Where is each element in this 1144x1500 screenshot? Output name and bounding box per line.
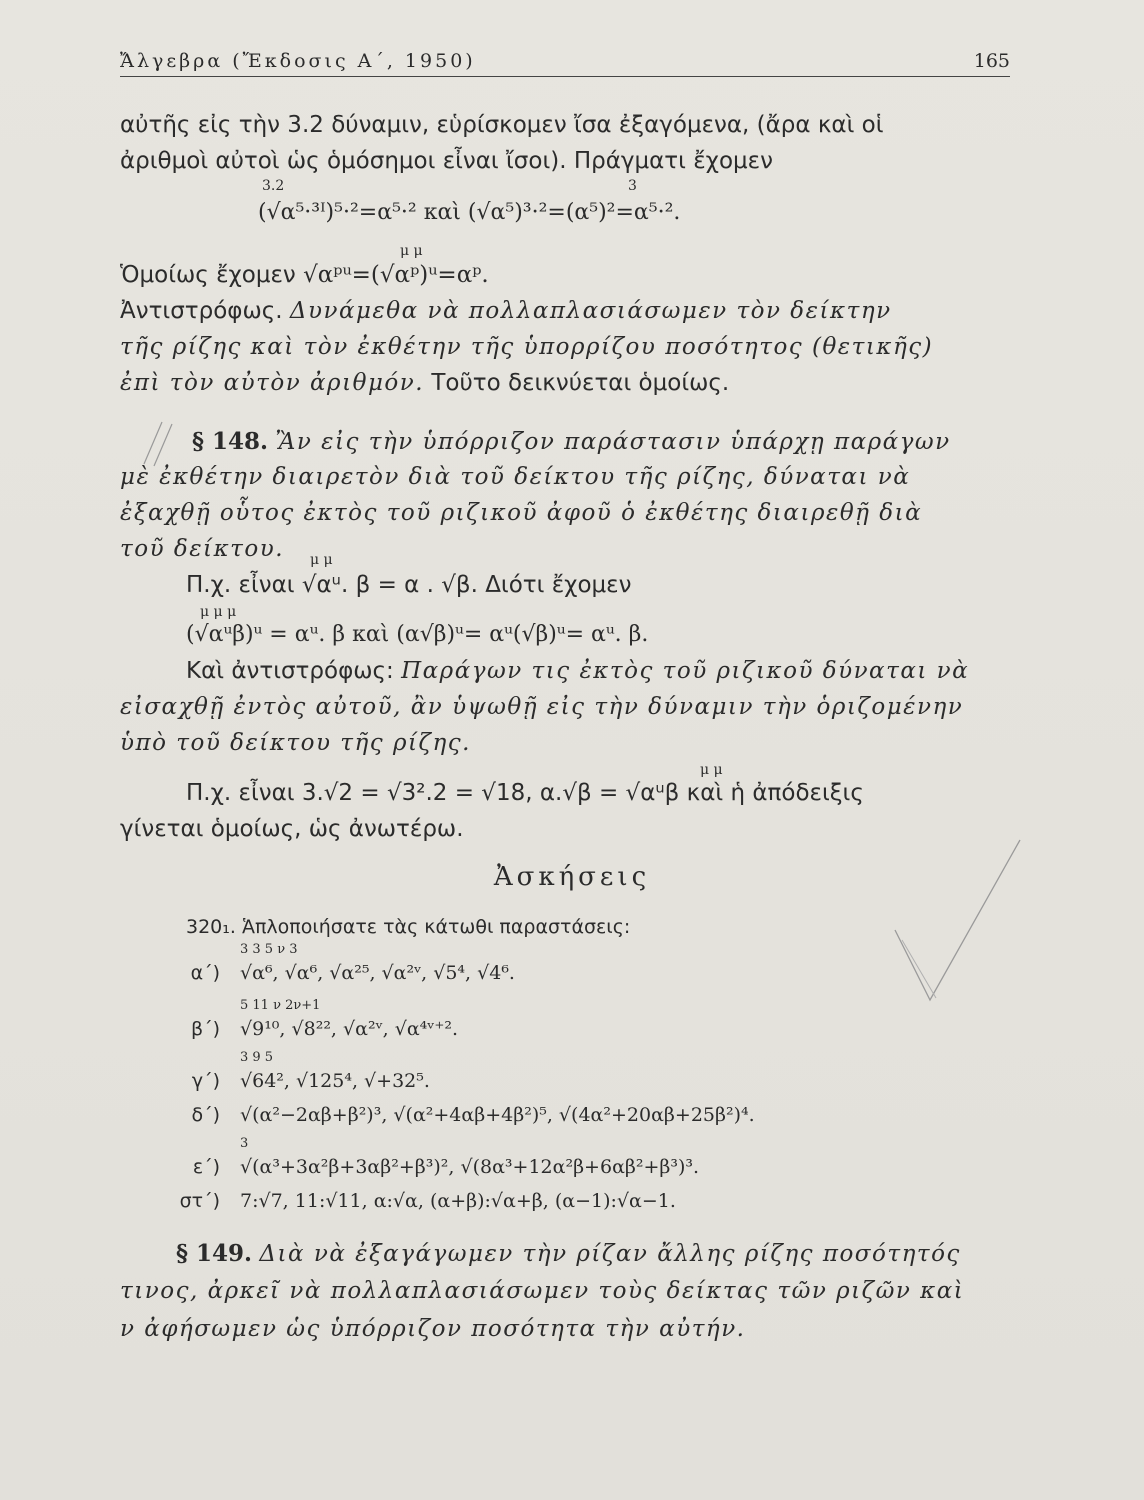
conversely-rule-3: ἐπὶ τὸν αὐτὸν ἀριθμόν. <box>120 370 425 396</box>
conversely-line-1 <box>120 298 892 324</box>
exercise-expression-1: √9¹⁰, √8²², √α²ᵛ, √α⁴ᵛ⁺². <box>240 1018 459 1040</box>
exercise-label-3: δ΄) <box>191 1104 220 1126</box>
exercise-expression-4: √(α³+3α²β+3αβ²+β³)², √(8α³+12α²β+6αβ²+β³)³. <box>240 1156 700 1178</box>
page-number: 165 <box>973 50 1010 72</box>
section-148-line-1 <box>120 428 951 455</box>
intro-line-2: ἀριθμοὶ αὐτοὶ ὡς ὁμόσημοι εἶναι ἴσοι). Πράγματι ἔχομεν <box>120 148 773 174</box>
eq1-index-right: 3 <box>628 178 637 194</box>
intro-line-1: αὐτῆς εἰς τὴν 3.2 δύναμιν, εὑρίσκομεν ἴσα ἐξαγόμενα, (ἄρα καὶ οἱ <box>120 112 884 138</box>
similarly-expression: √αᵖᵘ=(√αᵖ)ᵘ=αᵖ. <box>303 262 489 288</box>
running-header <box>120 46 1010 77</box>
section-149-label: § 149. <box>176 1240 253 1267</box>
conversely-label: Ἀντιστρόφως. <box>120 298 283 324</box>
conversely-148-text-3: ὑπὸ τοῦ δείκτου τῆς ρίζης. <box>120 730 471 756</box>
section-149-text-1: Διὰ νὰ ἐξαγάγωμεν τὴν ρίζαν ἄλλης ρίζης ποσότητός <box>259 1241 961 1267</box>
section-148-text-4: τοῦ δείκτου. <box>120 536 285 562</box>
section-148-text-2: μὲ ἐκθέτην διαιρετὸν διὰ τοῦ δείκτου τῆς ρίζης, δύναται νὰ <box>120 464 911 490</box>
exercise-expression-0: √α⁶, √α⁶, √α²⁵, √α²ᵛ, √5⁴, √4⁶. <box>240 962 515 984</box>
similarly-index: μ μ <box>400 243 423 259</box>
example-1-index: μ μ <box>310 552 333 568</box>
conversely-148-label: Καὶ ἀντιστρόφως: <box>186 658 394 684</box>
exercise-label-0: α΄) <box>190 962 220 984</box>
exercises-heading: Ἀσκήσεις <box>493 862 651 892</box>
exercise-label-5: στ΄) <box>179 1190 220 1212</box>
exercise-expression-5: 7:√7, 11:√11, α:√α, (α+β):√α+β, (α−1):√α−1. <box>240 1190 676 1212</box>
conversely-148-text-2: εἰσαχθῇ ἐντὸς αὐτοῦ, ἂν ὑψωθῇ εἰς τὴν δύναμιν τὴν ὁριζομένην <box>120 694 964 720</box>
example-3-index: μ μ <box>700 762 723 778</box>
conversely-note: Τοῦτο δεικνύεται ὁμοίως. <box>431 370 730 396</box>
pencil-check-mark-icon <box>890 830 1030 1030</box>
conversely-rule-1: Δυνάμεθα νὰ πολλαπλασιάσωμεν τὸν δείκτην <box>289 298 892 324</box>
conversely-148-line-1 <box>120 658 969 684</box>
section-149-line-1 <box>120 1240 961 1267</box>
section-149-text-3: ν ἀφήσωμεν ὡς ὑπόρριζον ποσότητα τὴν αὐτήν. <box>120 1316 746 1342</box>
example-1: Π.χ. εἶναι √αᵘ. β = α . √β. Διότι ἔχομεν <box>186 572 632 598</box>
book-title: Ἄλγεβρα (Ἔκδοσις Α΄, 1950) <box>120 50 476 72</box>
section-149-text-2: τινος, ἀρκεῖ νὰ πολλαπλασιάσωμεν τοὺς δείκτας τῶν ριζῶν καὶ <box>120 1278 965 1304</box>
exercise-index-1: 5 11 ν 2ν+1 <box>240 998 321 1013</box>
similarly-line <box>120 262 489 288</box>
exercise-expression-2: √64², √125⁴, √+32⁵. <box>240 1070 430 1092</box>
example-3-line-2: γίνεται ὁμοίως, ὡς ἀνωτέρω. <box>120 816 464 842</box>
conversely-148-text-1: Παράγων τις ἐκτὸς τοῦ ριζικοῦ δύναται νὰ <box>401 658 970 684</box>
exercise-label-4: ε΄) <box>192 1156 220 1178</box>
exercise-index-2: 3 9 5 <box>240 1050 274 1065</box>
example-2-index: μ μ μ <box>200 604 237 620</box>
conversely-rule-2: τῆς ρίζης καὶ τὸν ἐκθέτην τῆς ὑπορρίζου ποσότητος (θετικῆς) <box>120 334 934 360</box>
equation-1: (√α⁵·³ᴵ)⁵·²=α⁵·² καὶ (√α⁵)³·²=(α⁵)²=α⁵·². <box>258 200 681 225</box>
exercise-label-1: β΄) <box>190 1018 220 1040</box>
conversely-line-3 <box>120 370 729 396</box>
exercise-label-2: γ΄) <box>191 1070 220 1092</box>
section-148-label: § 148. <box>192 428 269 455</box>
section-148-text-1: Ἂν εἰς τὴν ὑπόρριζον παράστασιν ὑπάρχῃ παράγων <box>275 429 951 455</box>
example-2: (√αᵘβ)ᵘ = αᵘ. β καὶ (α√β)ᵘ= αᵘ(√β)ᵘ= αᵘ. β. <box>186 622 649 647</box>
eq1-index-left: 3.2 <box>262 178 285 194</box>
example-3: Π.χ. εἶναι 3.√2 = √3².2 = √18, α.√β = √αᵘβ καὶ ἡ ἀπόδειξις <box>186 780 864 806</box>
exercise-index-0: 3 3 5 ν 3 <box>240 942 298 957</box>
section-148-text-3: ἐξαχθῇ οὗτος ἐκτὸς τοῦ ριζικοῦ ἀφοῦ ὁ ἐκθέτης διαιρεθῇ διὰ <box>120 500 923 526</box>
exercise-expression-3: √(α²−2αβ+β²)³, √(α²+4αβ+4β²)⁵, √(4α²+20αβ+25β²)⁴. <box>240 1104 755 1126</box>
similarly-label: Ὁμοίως ἔχομεν <box>120 262 296 288</box>
exercise-index-4: 3 <box>240 1136 249 1151</box>
exercise-320-intro: 320₁. Ἁπλοποιήσατε τὰς κάτωθι παραστάσεις: <box>186 916 631 938</box>
